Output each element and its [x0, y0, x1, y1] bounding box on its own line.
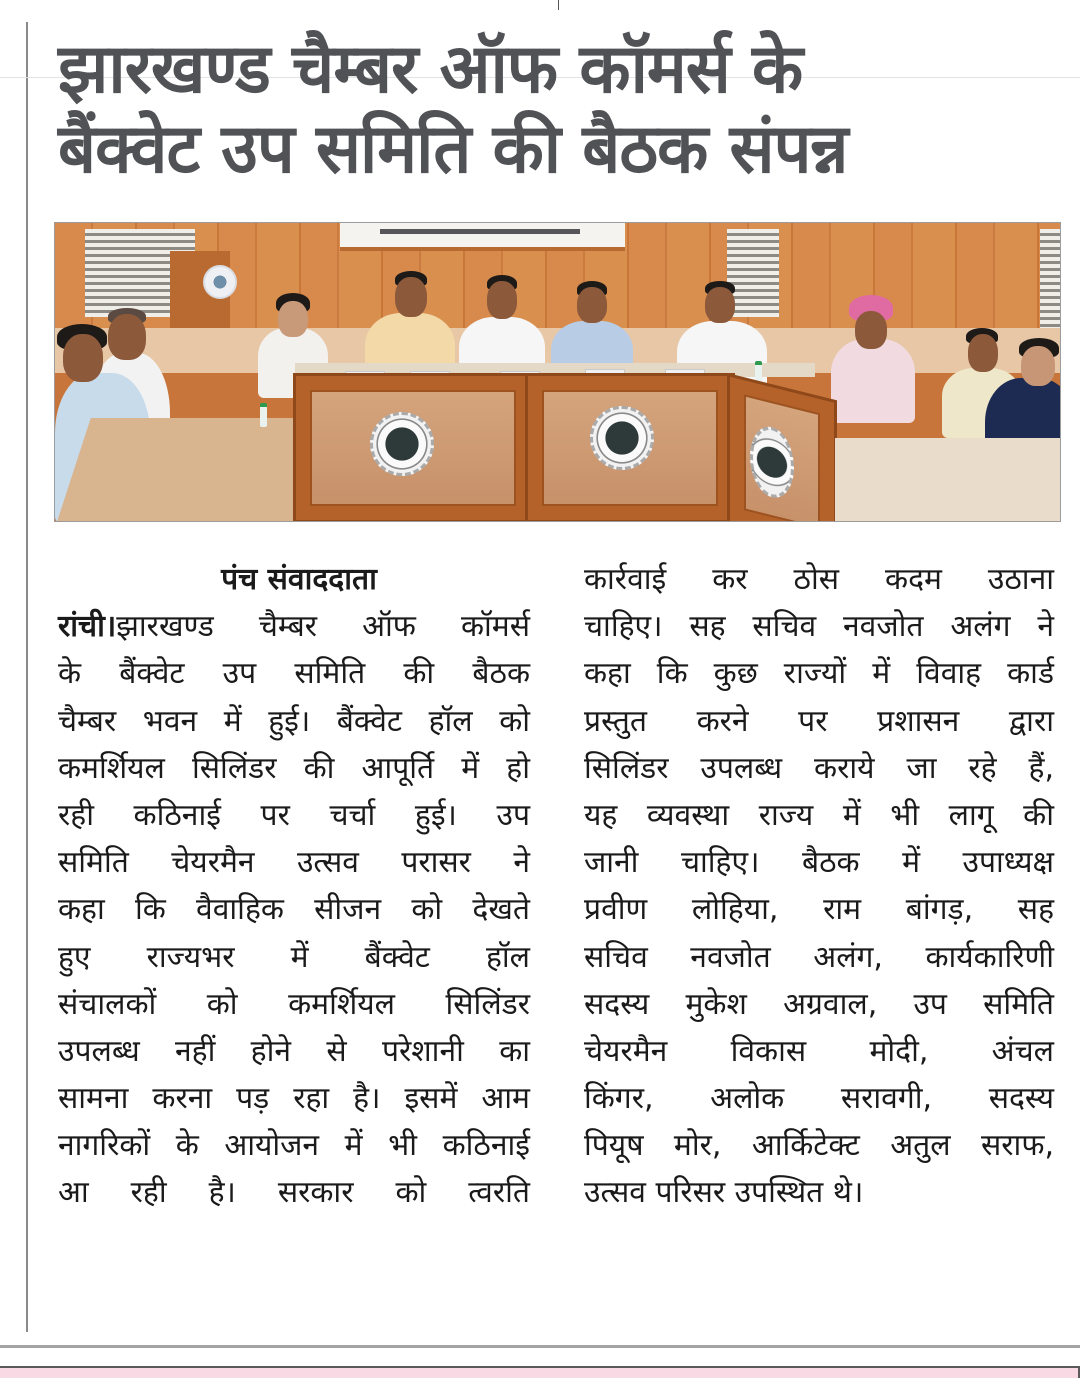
chamber-logo-icon — [203, 265, 237, 299]
window-blind — [1040, 229, 1060, 339]
body-line: चाहिए। सह सचिव नवजोत अलंग ने — [584, 609, 1054, 645]
bottom-rule — [0, 1345, 1080, 1348]
water-bottle — [260, 403, 267, 427]
wall-banner — [340, 223, 625, 251]
body-line: कमर्शियल सिलिंडर की आपूर्ति में हो — [58, 750, 530, 786]
body-line: पियूष मोर, आर्किटेक्ट अतुल सराफ, — [584, 1128, 1054, 1164]
body-line: के बैंक्वेट उप समिति की बैठक — [58, 656, 530, 692]
body-line: प्रस्तुत करने पर प्रशासन द्वारा — [584, 703, 1054, 739]
chamber-emblem-icon — [370, 412, 434, 476]
body-line: सदस्य मुकेश अग्रवाल, उप समिति — [584, 986, 1054, 1022]
meeting-photo — [54, 222, 1061, 522]
body-line: किंगर, अलोक सरावगी, सदस्य — [584, 1081, 1054, 1117]
body-line: सिलिंडर उपलब्ध कराये जा रहे हैं, — [584, 750, 1054, 786]
column-top-tick — [558, 0, 559, 10]
body-line: प्रवीण लोहिया, राम बांगड़, सह — [584, 892, 1054, 928]
body-line: समिति चेयरमैन उत्सव परासर ने — [58, 845, 530, 881]
table-front-panel — [727, 373, 837, 522]
body-line: यह व्यवस्था राज्य में भी लागू की — [584, 797, 1054, 833]
table-front-panel — [525, 373, 735, 522]
chamber-emblem-icon — [590, 406, 654, 470]
body-line: हुए राज्यभर में बैंक्वेट हॉल — [58, 939, 530, 975]
headline-line-1: झारखण्ड चैम्बर ऑफ कॉमर्स के — [58, 30, 803, 109]
article-column-right — [584, 556, 1054, 1217]
body-line: उत्सव परिसर उपस्थित थे। — [584, 1175, 864, 1211]
body-line: रही कठिनाई पर चर्चा हुई। उप — [58, 797, 530, 833]
body-line: कहा कि वैवाहिक सीजन को देखते — [58, 892, 530, 928]
headline — [58, 30, 1038, 190]
body-line: जानी चाहिए। बैठक में उपाध्यक्ष — [584, 845, 1054, 881]
body-line: संचालकों को कमर्शियल सिलिंडर — [58, 986, 530, 1022]
body-line: नागरिकों के आयोजन में भी कठिनाई — [58, 1128, 530, 1164]
article-column-left — [58, 556, 530, 1217]
byline: पंच संवाददाता — [221, 562, 377, 597]
body-line: चेयरमैन विकास मोदी, अंचल — [584, 1033, 1054, 1069]
body-line: सामना करना पड़ रहा है। इसमें आम — [58, 1081, 530, 1117]
left-column-rule — [26, 22, 28, 1332]
dateline: रांची। — [58, 609, 117, 645]
right-table — [835, 438, 1061, 522]
table-front-panel — [293, 373, 533, 522]
headline-line-2: बैंक्वेट उप समिति की बैठक संपन्न — [58, 110, 848, 189]
body-line: झारखण्ड चैम्बर ऑफ कॉमर्स — [116, 609, 530, 645]
body-line: आ रही है। सरकार को त्वरति — [58, 1175, 530, 1211]
body-line: चैम्बर भवन में हुई। बैंक्वेट हॉल को — [58, 703, 530, 739]
body-line: उपलब्ध नहीं होने से परेशानी का — [58, 1033, 530, 1069]
next-article-box — [0, 1366, 1080, 1378]
body-line: कहा कि कुछ राज्यों में विवाह कार्ड — [584, 656, 1054, 692]
body-line: कार्रवाई कर ठोस कदम उठाना — [584, 562, 1054, 597]
body-line: सचिव नवजोत अलंग, कार्यकारिणी — [584, 939, 1054, 975]
